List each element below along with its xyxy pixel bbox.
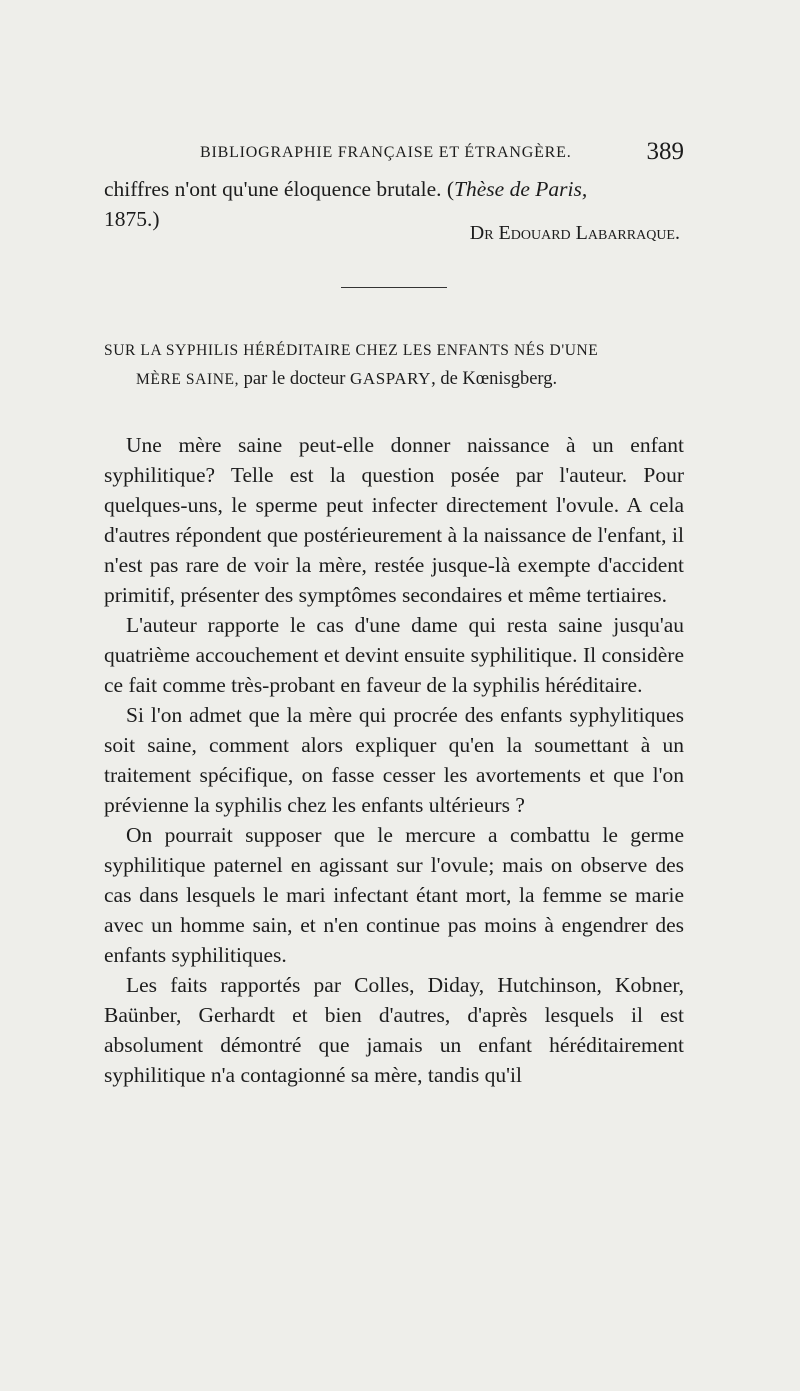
page-number: 389 bbox=[646, 138, 684, 165]
review-author: GASPARY bbox=[350, 369, 432, 388]
paragraph: Les faits rapportés par Colles, Diday, Hutchinson, Kobner, Baünber, Gerhardt et bien d'autres, d'après lesquels il est absolument démontré que jamais un enfant héréditairement syphilitique n'a contagionné sa mère, tandis qu'il bbox=[104, 973, 684, 1087]
closing-text-1: chiffres n'ont qu'une éloquence brutale. ( bbox=[104, 177, 455, 201]
paragraph: Si l'on admet que la mère qui procrée des enfants syphylitiques soit saine, comment alors expliquer qu'en la soumettant à un traitement spécifique, on fasse cesser les avortements et que l'on prévienne la syphilis chez les enfants ultérieurs ? bbox=[104, 703, 684, 817]
closing-year: 1875.) bbox=[104, 207, 160, 231]
book-page bbox=[104, 138, 684, 1090]
running-title: BIBLIOGRAPHIE FRANÇAISE ET ÉTRANGÈRE. bbox=[200, 144, 572, 161]
section-divider bbox=[341, 287, 447, 288]
review-title bbox=[104, 336, 684, 394]
paragraph: On pourrait supposer que le mercure a combattu le germe syphilitique paternel en agissant sur l'ovule; mais on observe des cas dans lesquels le mari infectant étant mort, la femme se marie avec un homme sain, et n'en continue pas moins à engendrer des enfants syphilitiques. bbox=[104, 823, 684, 967]
review-body bbox=[104, 430, 684, 1090]
paragraph: Une mère saine peut-elle donner naissance à un enfant syphilitique? Telle est la question posée par l'auteur. Pour quelques-uns, le sperme peut infecter directement l'ovule. A cela d'autres répondent que postérieurement à la naissance de l'enfant, il n'est pas rare de voir la mère, restée jusque-là exempte d'accident primitif, présenter des symptômes secondaires et même tertiaires. bbox=[104, 433, 684, 607]
review-title-caps-2: MÈRE SAINE, bbox=[136, 371, 240, 388]
review-title-caps: SUR LA SYPHILIS HÉRÉDITAIRE CHEZ LES ENFANTS NÉS D'UNE bbox=[104, 342, 599, 359]
paragraph: L'auteur rapporte le cas d'une dame qui resta saine jusqu'au quatrième accouchement et devint ensuite syphilitique. Il considère ce fait comme très-probant en faveur de la syphilis héréditaire. bbox=[104, 613, 684, 697]
thesis-citation: Thèse de Paris, bbox=[454, 177, 588, 201]
review-title-end: , de Kœnisgberg. bbox=[431, 369, 558, 389]
review-title-rest: par le docteur bbox=[239, 369, 350, 389]
running-head bbox=[104, 138, 684, 174]
review-signature: Dr Edouard Labarraque. bbox=[469, 222, 680, 244]
